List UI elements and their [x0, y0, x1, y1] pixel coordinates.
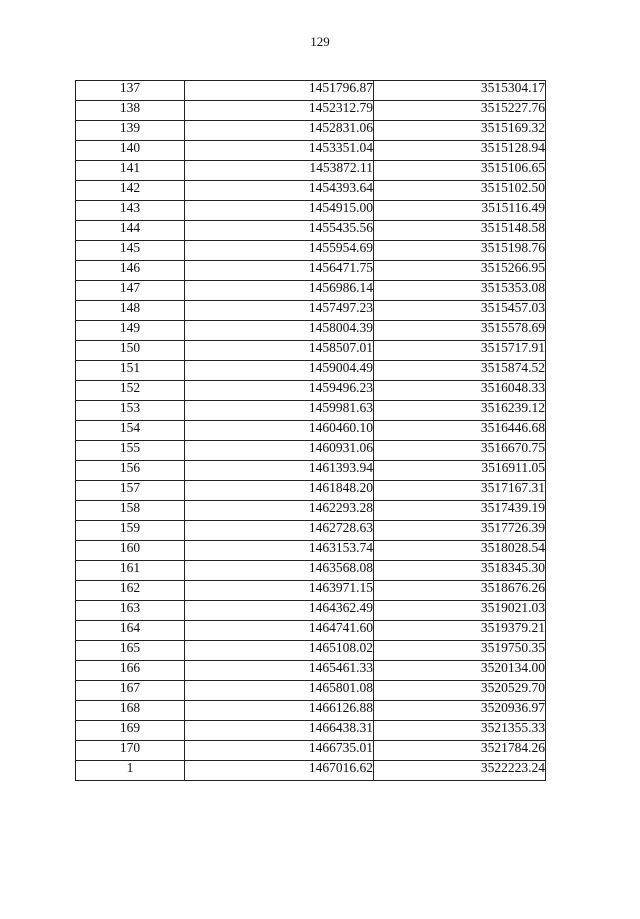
coordinate-table [75, 80, 546, 781]
point-number-cell: 160 [76, 541, 185, 561]
table-row [76, 741, 546, 761]
x-coordinate-cell: 1453872.11 [185, 161, 374, 181]
point-number-cell: 156 [76, 461, 185, 481]
y-coordinate-cell: 3516911.05 [374, 461, 546, 481]
y-coordinate-cell: 3515874.52 [374, 361, 546, 381]
point-number-cell: 150 [76, 341, 185, 361]
x-coordinate-cell: 1463568.08 [185, 561, 374, 581]
point-number-cell: 161 [76, 561, 185, 581]
point-number-cell: 144 [76, 221, 185, 241]
table-row [76, 521, 546, 541]
point-number-cell: 142 [76, 181, 185, 201]
point-number-cell: 165 [76, 641, 185, 661]
y-coordinate-cell: 3515266.95 [374, 261, 546, 281]
x-coordinate-cell: 1466735.01 [185, 741, 374, 761]
y-coordinate-cell: 3515198.76 [374, 241, 546, 261]
table-row [76, 201, 546, 221]
point-number-cell: 143 [76, 201, 185, 221]
point-number-cell: 168 [76, 701, 185, 721]
table-row [76, 141, 546, 161]
y-coordinate-cell: 3520529.70 [374, 681, 546, 701]
table-row [76, 501, 546, 521]
point-number-cell: 164 [76, 621, 185, 641]
y-coordinate-cell: 3521784.26 [374, 741, 546, 761]
x-coordinate-cell: 1460931.06 [185, 441, 374, 461]
point-number-cell: 145 [76, 241, 185, 261]
point-number-cell: 169 [76, 721, 185, 741]
x-coordinate-cell: 1459004.49 [185, 361, 374, 381]
x-coordinate-cell: 1454393.64 [185, 181, 374, 201]
table-row [76, 641, 546, 661]
x-coordinate-cell: 1454915.00 [185, 201, 374, 221]
y-coordinate-cell: 3518676.26 [374, 581, 546, 601]
x-coordinate-cell: 1466438.31 [185, 721, 374, 741]
y-coordinate-cell: 3516239.12 [374, 401, 546, 421]
x-coordinate-cell: 1465461.33 [185, 661, 374, 681]
point-number-cell: 1 [76, 761, 185, 781]
table-row [76, 481, 546, 501]
x-coordinate-cell: 1461848.20 [185, 481, 374, 501]
y-coordinate-cell: 3515148.58 [374, 221, 546, 241]
point-number-cell: 152 [76, 381, 185, 401]
y-coordinate-cell: 3518345.30 [374, 561, 546, 581]
point-number-cell: 159 [76, 521, 185, 541]
x-coordinate-cell: 1455435.56 [185, 221, 374, 241]
table-row [76, 321, 546, 341]
y-coordinate-cell: 3516048.33 [374, 381, 546, 401]
x-coordinate-cell: 1460460.10 [185, 421, 374, 441]
point-number-cell: 141 [76, 161, 185, 181]
y-coordinate-cell: 3519379.21 [374, 621, 546, 641]
table-row [76, 341, 546, 361]
table-row [76, 721, 546, 741]
table-row [76, 601, 546, 621]
x-coordinate-cell: 1466126.88 [185, 701, 374, 721]
x-coordinate-cell: 1464741.60 [185, 621, 374, 641]
y-coordinate-cell: 3519750.35 [374, 641, 546, 661]
point-number-cell: 167 [76, 681, 185, 701]
point-number-cell: 140 [76, 141, 185, 161]
y-coordinate-cell: 3517726.39 [374, 521, 546, 541]
y-coordinate-cell: 3515353.08 [374, 281, 546, 301]
x-coordinate-cell: 1462293.28 [185, 501, 374, 521]
point-number-cell: 146 [76, 261, 185, 281]
y-coordinate-cell: 3515128.94 [374, 141, 546, 161]
table-row [76, 181, 546, 201]
x-coordinate-cell: 1451796.87 [185, 81, 374, 101]
table-row [76, 361, 546, 381]
table-row [76, 441, 546, 461]
table-row [76, 261, 546, 281]
x-coordinate-cell: 1452312.79 [185, 101, 374, 121]
x-coordinate-cell: 1453351.04 [185, 141, 374, 161]
table-row [76, 241, 546, 261]
x-coordinate-cell: 1465801.08 [185, 681, 374, 701]
point-number-cell: 166 [76, 661, 185, 681]
x-coordinate-cell: 1464362.49 [185, 601, 374, 621]
point-number-cell: 139 [76, 121, 185, 141]
point-number-cell: 163 [76, 601, 185, 621]
table-row [76, 561, 546, 581]
table-row [76, 661, 546, 681]
y-coordinate-cell: 3519021.03 [374, 601, 546, 621]
y-coordinate-cell: 3522223.24 [374, 761, 546, 781]
table-row [76, 541, 546, 561]
table-row [76, 101, 546, 121]
y-coordinate-cell: 3515717.91 [374, 341, 546, 361]
point-number-cell: 153 [76, 401, 185, 421]
y-coordinate-cell: 3520936.97 [374, 701, 546, 721]
point-number-cell: 158 [76, 501, 185, 521]
point-number-cell: 162 [76, 581, 185, 601]
table-row [76, 761, 546, 781]
y-coordinate-cell: 3515102.50 [374, 181, 546, 201]
point-number-cell: 170 [76, 741, 185, 761]
x-coordinate-cell: 1463971.15 [185, 581, 374, 601]
table-row [76, 161, 546, 181]
table-row [76, 221, 546, 241]
y-coordinate-cell: 3516446.68 [374, 421, 546, 441]
x-coordinate-cell: 1458507.01 [185, 341, 374, 361]
x-coordinate-cell: 1456986.14 [185, 281, 374, 301]
x-coordinate-cell: 1452831.06 [185, 121, 374, 141]
x-coordinate-cell: 1457497.23 [185, 301, 374, 321]
y-coordinate-cell: 3515578.69 [374, 321, 546, 341]
x-coordinate-cell: 1459981.63 [185, 401, 374, 421]
point-number-cell: 147 [76, 281, 185, 301]
table-row [76, 121, 546, 141]
y-coordinate-cell: 3515457.03 [374, 301, 546, 321]
page-number: 129 [310, 34, 330, 49]
table-row [76, 621, 546, 641]
x-coordinate-cell: 1458004.39 [185, 321, 374, 341]
x-coordinate-cell: 1456471.75 [185, 261, 374, 281]
y-coordinate-cell: 3518028.54 [374, 541, 546, 561]
table-row [76, 701, 546, 721]
x-coordinate-cell: 1463153.74 [185, 541, 374, 561]
table-row [76, 421, 546, 441]
point-number-cell: 148 [76, 301, 185, 321]
y-coordinate-cell: 3515106.65 [374, 161, 546, 181]
y-coordinate-cell: 3516670.75 [374, 441, 546, 461]
y-coordinate-cell: 3515169.32 [374, 121, 546, 141]
x-coordinate-cell: 1467016.62 [185, 761, 374, 781]
x-coordinate-cell: 1462728.63 [185, 521, 374, 541]
x-coordinate-cell: 1455954.69 [185, 241, 374, 261]
table-row [76, 381, 546, 401]
table-row [76, 81, 546, 101]
y-coordinate-cell: 3517439.19 [374, 501, 546, 521]
point-number-cell: 157 [76, 481, 185, 501]
table-row [76, 401, 546, 421]
y-coordinate-cell: 3515304.17 [374, 81, 546, 101]
x-coordinate-cell: 1465108.02 [185, 641, 374, 661]
table-row [76, 581, 546, 601]
table-row [76, 281, 546, 301]
table-row [76, 461, 546, 481]
point-number-cell: 138 [76, 101, 185, 121]
point-number-cell: 155 [76, 441, 185, 461]
point-number-cell: 154 [76, 421, 185, 441]
point-number-cell: 149 [76, 321, 185, 341]
table-row [76, 301, 546, 321]
point-number-cell: 151 [76, 361, 185, 381]
y-coordinate-cell: 3515116.49 [374, 201, 546, 221]
y-coordinate-cell: 3515227.76 [374, 101, 546, 121]
coordinate-table-body [76, 81, 546, 781]
point-number-cell: 137 [76, 81, 185, 101]
y-coordinate-cell: 3520134.00 [374, 661, 546, 681]
x-coordinate-cell: 1459496.23 [185, 381, 374, 401]
y-coordinate-cell: 3521355.33 [374, 721, 546, 741]
x-coordinate-cell: 1461393.94 [185, 461, 374, 481]
y-coordinate-cell: 3517167.31 [374, 481, 546, 501]
table-row [76, 681, 546, 701]
